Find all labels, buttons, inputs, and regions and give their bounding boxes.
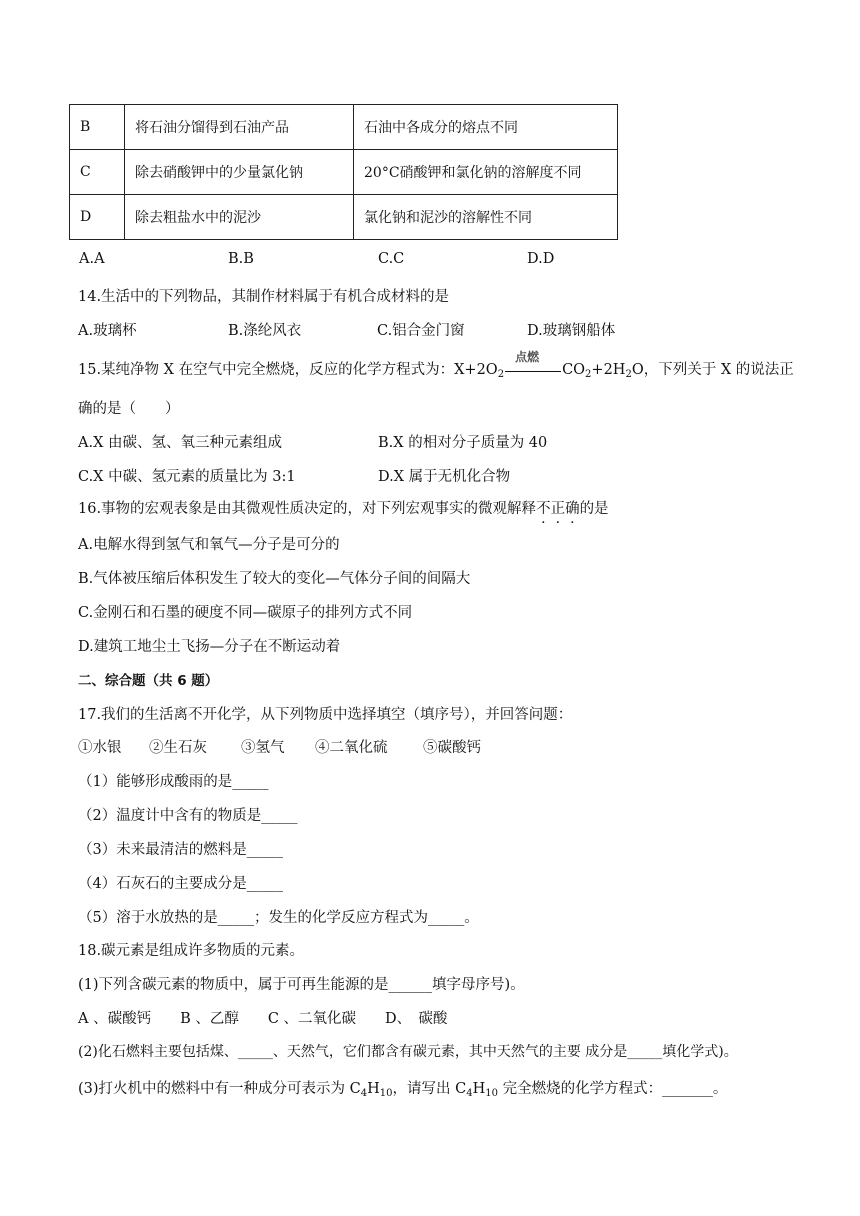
q18-part-3-start: (3)打火机中的燃料中有一种成分可表示为 C — [78, 1081, 361, 1097]
q18-part-3-mid: ，请写出 C — [392, 1081, 467, 1097]
table-row — [70, 150, 618, 195]
q18-part-3 — [78, 1077, 727, 1098]
answer-option-d[interactable]: D.D — [527, 251, 555, 267]
q16-option-a[interactable]: A.电解水得到氢气和氧气—分子是可分的 — [78, 537, 340, 553]
c4-subscript: 4 — [360, 1088, 368, 1099]
ignition-label: 点燃 — [515, 350, 540, 364]
options-table — [69, 104, 618, 240]
o2-subscript: 2 — [497, 369, 505, 380]
q16-stem-end: 的是 — [579, 501, 609, 517]
q16-option-b[interactable]: B.气体被压缩后体积发生了较大的变化—气体分子间的间隔大 — [78, 571, 471, 587]
q15-stem-line2: 确的是（ ） — [78, 401, 180, 417]
material-item: ③氢气 — [241, 740, 285, 756]
q17-part-2: （2）温度计中含有的物质是_____ — [78, 808, 298, 824]
material-item: ①水银 — [78, 740, 122, 756]
c4-subscript: 4 — [466, 1088, 473, 1099]
emphasis-char: 正 — [550, 501, 566, 517]
table-cell-letter: D — [70, 195, 125, 240]
q17-part-4: （4）石灰石的主要成分是_____ — [78, 876, 283, 892]
material-item: ④二氧化硫 — [315, 740, 388, 756]
q14-option-d[interactable]: D.玻璃钢船体 — [527, 323, 616, 339]
q16-option-d[interactable]: D.建筑工地尘土飞扬—分子在不断运动着 — [78, 639, 341, 655]
table-row — [70, 195, 618, 240]
table-cell-principle: 石油中各成分的熔点不同 — [354, 105, 618, 150]
q18-part-2: (2)化石燃料主要包括煤、_____、天然气，它们都含有碳元素，其中天然气的主要 成分是_____填化学式)。 — [78, 1044, 738, 1060]
q15-stem-mid: +2H — [591, 362, 626, 378]
table-row — [70, 105, 618, 150]
q17-part-1: （1）能够形成酸雨的是_____ — [78, 774, 269, 790]
reaction-arrow-line — [505, 371, 561, 372]
co2-subscript: 2 — [585, 369, 592, 380]
material-item: ⑤碳酸钙 — [423, 740, 481, 756]
q15-option-b[interactable]: B.X 的相对分子质量为 40 — [378, 435, 548, 451]
table-cell-operation: 除去粗盐水中的泥沙 — [125, 195, 354, 240]
q18-part-3-end: 完全燃烧的化学方程式：_______。 — [498, 1081, 728, 1097]
q15-option-c[interactable]: C.X 中碳、氢元素的质量比为 3:1 — [78, 469, 296, 485]
q14-option-b[interactable]: B.涤纶风衣 — [228, 323, 302, 339]
q17-part-5: （5）溶于水放热的是_____；发生的化学反应方程式为_____。 — [78, 910, 479, 926]
q18-part-1: (1)下列含碳元素的物质中，属于可再生能源的是______填字母序号)。 — [78, 977, 525, 993]
table-cell-principle: 氯化钠和泥沙的溶解性不同 — [354, 195, 618, 240]
q16-stem-start: 16.事物的宏观表象是由其微观性质决定的，对下列宏观事实的微观解释 — [78, 501, 537, 517]
q15-stem-start: 15.某纯净物 X 在空气中完全燃烧，反应的化学方程式为：X+2O — [78, 362, 498, 378]
q17-part-3: （3）未来最清洁的燃料是_____ — [78, 842, 283, 858]
q18-stem: 18.碳元素是组成许多物质的元素。 — [78, 943, 305, 959]
q15-option-d[interactable]: D.X 属于无机化合物 — [378, 469, 511, 485]
answer-option-c[interactable]: C.C — [378, 251, 405, 267]
answer-option-a[interactable]: A.A — [79, 251, 105, 267]
q15-option-a[interactable]: A.X 由碳、氢、氧三种元素组成 — [78, 435, 283, 451]
q18-options: A 、碳酸钙 B 、乙醇 C 、二氧化碳 D、 碳酸 — [78, 1011, 448, 1027]
emphasis-char: 不 — [536, 501, 551, 517]
q14-option-c[interactable]: C.铝合金门窗 — [377, 323, 465, 339]
answer-option-b[interactable]: B.B — [228, 251, 254, 267]
q16-stem — [78, 497, 609, 518]
ignition-condition-icon — [505, 350, 561, 377]
h10-subscript: 10 — [379, 1088, 393, 1099]
h2o-subscript: 2 — [625, 369, 632, 380]
material-item: ②生石灰 — [149, 740, 207, 756]
h-symbol: H — [367, 1081, 380, 1097]
section-heading: 二、综合题（共 6 题） — [78, 673, 219, 689]
table-cell-operation: 除去硝酸钾中的少量氯化钠 — [125, 150, 354, 195]
h10-subscript: 10 — [485, 1088, 498, 1099]
q14-option-a[interactable]: A.玻璃杯 — [78, 323, 137, 339]
emphasis-char: 确 — [565, 501, 580, 517]
table-cell-letter: C — [70, 150, 125, 195]
co2-formula: CO — [562, 362, 586, 378]
q17-stem: 17.我们的生活离不开化学，从下列物质中选择填空（填序号），并回答问题： — [78, 707, 573, 723]
table-cell-principle: 20°C硝酸钾和氯化钠的溶解度不同 — [354, 150, 618, 195]
q16-option-c[interactable]: C.金刚石和石墨的硬度不同—碳原子的排列方式不同 — [78, 605, 413, 621]
table-cell-letter: B — [70, 105, 125, 150]
h-symbol: H — [472, 1081, 486, 1097]
table-cell-operation: 将石油分馏得到石油产品 — [125, 105, 354, 150]
q15-stem-end: O，下列关于 X 的说法正 — [631, 362, 794, 378]
q15-stem — [78, 350, 794, 380]
q14-stem: 14.生活中的下列物品，其制作材料属于有机合成材料的是 — [78, 289, 450, 305]
